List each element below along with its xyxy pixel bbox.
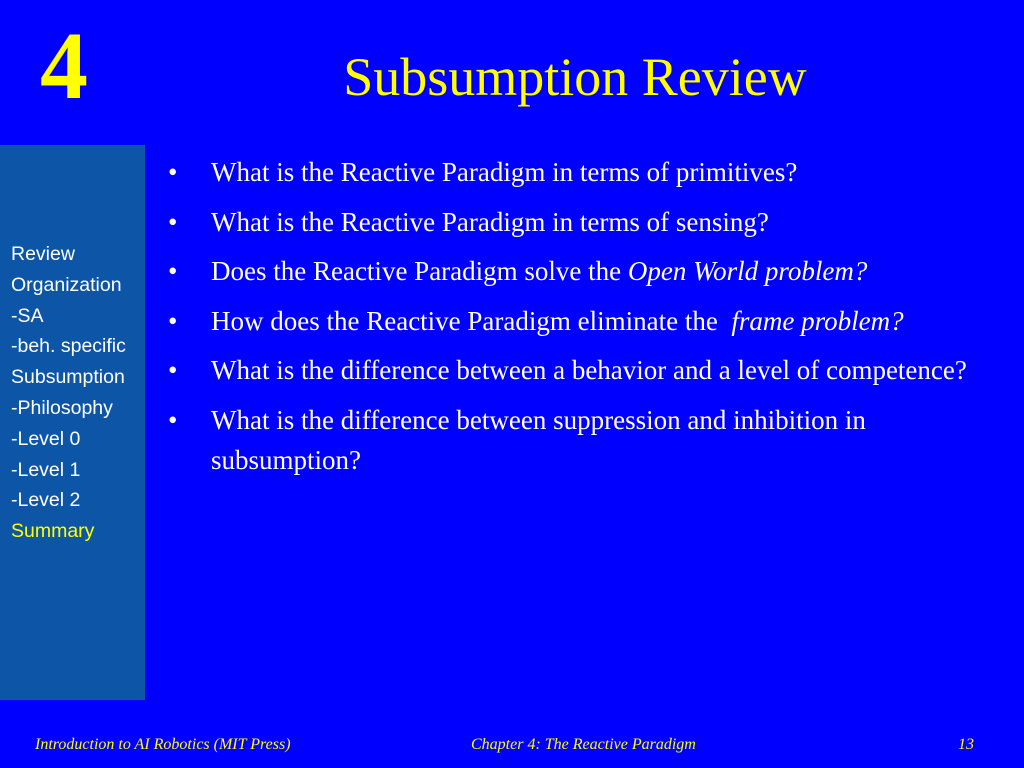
bullet-text: What is the difference between suppression and inhibition in subsumption? [211,404,866,475]
bullet-text: What is the Reactive Paradigm in terms of sensing? [211,206,769,237]
sidebar-outline [11,239,126,547]
bullet-text: What is the Reactive Paradigm in terms of primitives? [211,157,798,187]
bullet-marker: • [168,256,178,286]
bullet-emphasis: frame problem? [731,305,904,336]
bullet-text: Does the Reactive Paradigm solve the [211,256,628,286]
sidebar-item-sa: -SA [11,304,44,327]
bullet-text: What is the difference between a behavior and a level of competence? [211,355,967,385]
footer-page-number: 13 [958,736,974,753]
sidebar-panel [0,145,145,700]
sidebar-item-review: Review [11,243,75,265]
bullet-emphasis: Open World problem? [627,256,868,286]
footer-book-title: Introduction to AI Robotics (MIT Press) [35,736,291,753]
bullet-marker: • [168,404,178,435]
bullet-item [168,350,998,391]
footer-chapter-title: Chapter 4: The Reactive Paradigm [471,736,696,753]
bullet-item [168,301,998,342]
sidebar-item-level-1: -Level 1 [11,458,81,481]
bullet-marker: • [168,355,178,385]
bullet-item [168,202,998,243]
sidebar-item-summary: Summary [11,520,95,543]
sidebar-item-subsumption: Subsumption [11,366,125,389]
sidebar-item-organization: Organization [11,273,122,296]
bullet-item [168,400,998,481]
bullet-list [168,152,998,490]
slide-title: Subsumption Review [343,47,807,107]
bullet-marker: • [168,206,178,237]
bullet-marker: • [168,305,178,336]
bullet-marker: • [168,157,178,187]
bullet-text: How does the Reactive Paradigm eliminate the [211,305,732,336]
sidebar-item-beh-specific: -beh. specific [11,335,126,358]
chapter-number: 4 [40,12,88,119]
bullet-item [168,152,998,193]
sidebar-item-philosophy: -Philosophy [11,396,113,419]
bullet-item [168,251,998,292]
sidebar-item-level-0: -Level 0 [11,427,81,450]
sidebar-item-level-2: -Level 2 [11,489,81,512]
